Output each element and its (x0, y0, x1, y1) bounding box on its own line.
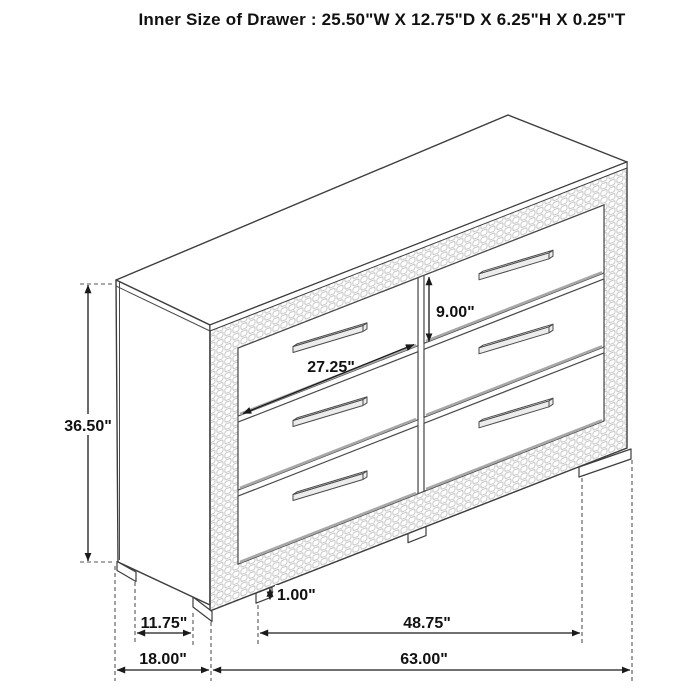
center-stile (418, 275, 424, 493)
dim-label-total-width: 63.00" (400, 651, 448, 668)
dim-label-side-feet-span: 11.75" (140, 615, 188, 632)
dim-label-depth: 18.00" (139, 651, 187, 668)
dim-label-front-feet-span: 48.75" (403, 615, 451, 632)
dresser-drawing (116, 115, 631, 622)
dim-label-foot-height: 1.00" (277, 587, 316, 604)
dim-label-total-height: 36.50" (64, 418, 112, 435)
dimension-foot-height (270, 585, 317, 604)
dim-label-drawer-front-height: 9.00" (436, 304, 475, 321)
dim-label-drawer-front-width: 27.25" (307, 359, 355, 376)
dresser-side-panel (116, 280, 210, 605)
dimension-total-height (60, 284, 116, 562)
page-title: Inner Size of Drawer : 25.50"W X 12.75"D X 6.25"H X 0.25"T (138, 10, 626, 29)
